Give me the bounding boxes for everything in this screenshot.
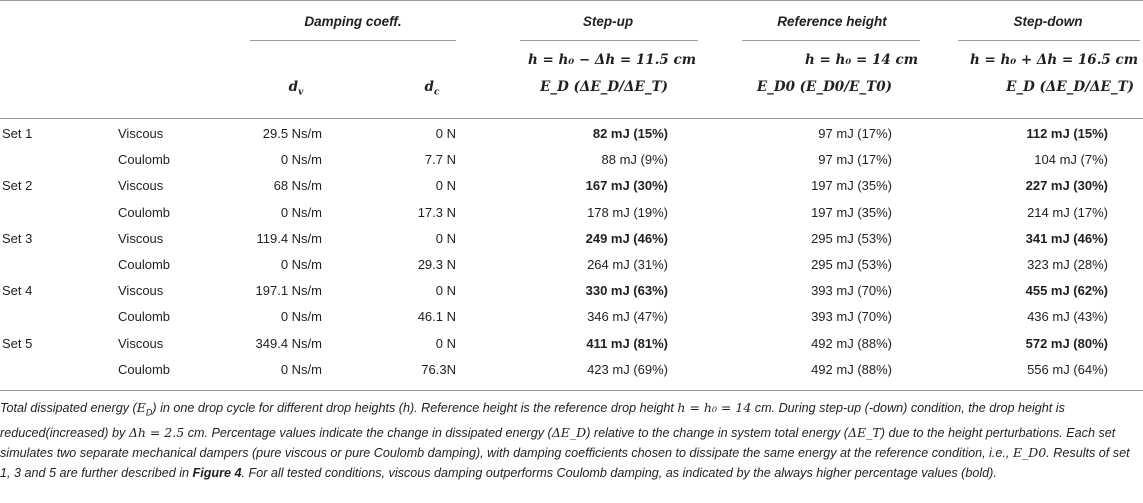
header-dv: $d_v$ <box>288 79 304 98</box>
dc-value: 17.3 N <box>417 204 456 220</box>
header-step-down: Step-down <box>1013 14 1083 29</box>
reference-height-formula: h = h₀ = 14 cm <box>805 52 918 68</box>
reference-energy: 492 mJ (88%) <box>811 361 892 377</box>
dc-value: 0 N <box>435 230 456 246</box>
dv-value: 197.1 Ns/m <box>255 283 322 299</box>
step-up-height-formula: h = h₀ − Δh = 11.5 cm <box>527 52 696 68</box>
header-dc: $d_c$ <box>424 79 440 98</box>
set-label: Set 1 <box>2 126 33 141</box>
dv-value: 68 Ns/m <box>273 178 322 194</box>
step-down-energy: 455 mJ (62%) <box>1025 283 1108 299</box>
dv-value: 0 Ns/m <box>280 361 322 377</box>
dc-value: 7.7 N <box>424 152 456 168</box>
dc-value: 29.3 N <box>417 257 456 272</box>
damper-type: Viscous <box>118 230 164 246</box>
set-label: Set 4 <box>2 283 33 299</box>
damper-type: Viscous <box>118 283 164 299</box>
reference-energy: 393 mJ (70%) <box>811 309 892 325</box>
step-up-energy: 423 mJ (69%) <box>587 361 668 377</box>
step-down-energy: 436 mJ (43%) <box>1027 309 1108 325</box>
header-subrule-step-down <box>958 40 1140 41</box>
step-down-energy: 104 mJ (7%) <box>1034 152 1108 168</box>
reference-energy: 492 mJ (88%) <box>811 335 892 351</box>
reference-energy: 393 mJ (70%) <box>811 283 892 299</box>
damper-type: Viscous <box>118 335 164 351</box>
step-down-energy: 323 mJ (28%) <box>1027 257 1108 272</box>
step-up-energy-header: E_D (ΔE_D/ΔE_T) <box>540 79 668 95</box>
reference-energy: 97 mJ (17%) <box>818 152 892 168</box>
step-down-energy: 572 mJ (80%) <box>1025 335 1108 351</box>
dv-value: 29.5 Ns/m <box>262 126 322 141</box>
step-down-height-formula: h = h₀ + Δh = 16.5 cm <box>969 52 1138 68</box>
table-top-rule <box>0 0 1143 1</box>
dc-value: 76.3N <box>421 361 456 377</box>
step-down-energy: 112 mJ (15%) <box>1026 126 1108 141</box>
header-bottom-rule <box>0 118 1143 119</box>
damper-type: Coulomb <box>118 309 171 325</box>
dc-value: 46.1 N <box>417 309 456 325</box>
header-subrule-damping <box>250 40 456 41</box>
step-up-energy: 264 mJ (31%) <box>587 257 668 272</box>
set-label: Set 5 <box>2 335 33 351</box>
reference-energy: 197 mJ (35%) <box>811 204 892 220</box>
damper-type: Coulomb <box>118 257 171 272</box>
dv-value: 349.4 Ns/m <box>255 335 322 351</box>
step-up-energy: 178 mJ (19%) <box>587 204 668 220</box>
dc-value: 0 N <box>435 283 456 299</box>
damper-type: Viscous <box>118 126 164 141</box>
step-down-energy-header: E_D (ΔE_D/ΔE_T) <box>1006 79 1134 95</box>
dc-value: 0 N <box>435 178 456 194</box>
step-up-energy: 346 mJ (47%) <box>587 309 668 325</box>
dv-value: 0 Ns/m <box>280 309 322 325</box>
dv-value: 0 Ns/m <box>280 204 322 220</box>
step-up-energy: 88 mJ (9%) <box>601 152 668 168</box>
header-reference-height: Reference height <box>777 14 887 29</box>
damper-type: Coulomb <box>118 204 171 220</box>
dv-value: 0 Ns/m <box>280 152 322 168</box>
reference-energy-header: E_D0 (E_D0/E_T0) <box>756 79 892 95</box>
header-damping-coeff: Damping coeff. <box>304 14 402 29</box>
step-down-energy: 227 mJ (30%) <box>1025 178 1108 194</box>
step-up-energy: 249 mJ (46%) <box>585 230 668 246</box>
set-label: Set 3 <box>2 230 33 246</box>
step-up-energy: 167 mJ (30%) <box>585 178 668 194</box>
reference-energy: 97 mJ (17%) <box>818 126 892 141</box>
step-down-energy: 214 mJ (17%) <box>1027 204 1108 220</box>
reference-energy: 295 mJ (53%) <box>811 257 892 272</box>
damper-type: Coulomb <box>118 152 171 168</box>
step-up-energy: 330 mJ (63%) <box>585 283 668 299</box>
figure-4-link[interactable]: Figure 4 <box>192 465 242 480</box>
step-up-energy: 82 mJ (15%) <box>592 126 668 141</box>
table-bottom-rule <box>0 390 1143 391</box>
header-subrule-reference <box>742 40 920 41</box>
reference-energy: 197 mJ (35%) <box>811 178 892 194</box>
dc-value: 0 N <box>435 126 456 141</box>
step-down-energy: 556 mJ (64%) <box>1027 361 1108 377</box>
reference-energy: 295 mJ (53%) <box>811 230 892 246</box>
damper-type: Coulomb <box>118 361 171 377</box>
dv-value: 0 Ns/m <box>280 257 322 272</box>
damper-type: Viscous <box>118 178 164 194</box>
header-subrule-step-up <box>520 40 698 41</box>
header-step-up: Step-up <box>582 14 634 29</box>
table-caption: Total dissipated energy $(E_D)$ in one drop cycle for different drop heights (h). Reference height is the reference drop height h = h₀ = 14 cm. During step-up (-down) condition, the drop height is reduced(increased) by Δh = 2.5 cm. Percentage values indicate the change in dissipated energy (ΔE_D) relative to the change in system total energy (ΔE_T) due to the height perturbations. Each set simulates two separate mechanical dampers (pure viscous or pure Coulomb damping), with damping coefficients chosen to dissipate the same energy at the reference condition, i.e., E_D0. Results of set 1, 3 and 5 are further described in Figure 4. For all tested conditions, viscous damping outperforms Coulomb damping, as indicated by the always higher percentage values (bold). <box>0 400 1130 480</box>
step-down-energy: 341 mJ (46%) <box>1025 230 1108 246</box>
dv-value: 119.4 Ns/m <box>256 230 322 246</box>
set-label: Set 2 <box>2 178 33 194</box>
dc-value: 0 N <box>435 335 456 351</box>
step-up-energy: 411 mJ (81%) <box>586 335 668 351</box>
